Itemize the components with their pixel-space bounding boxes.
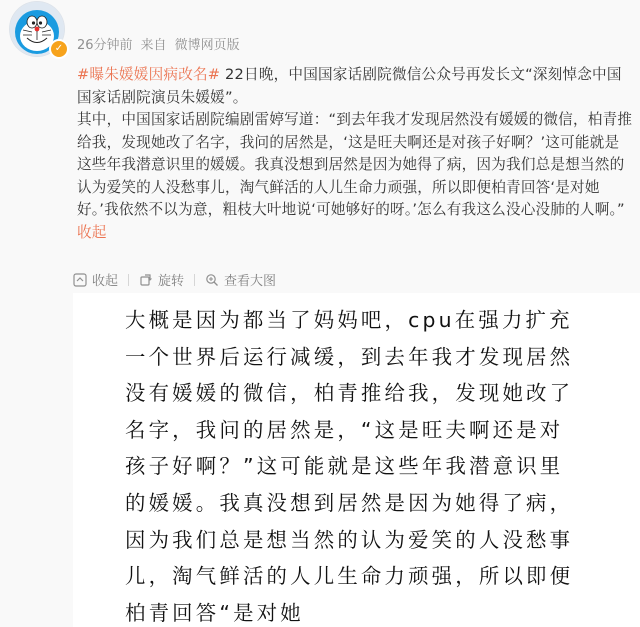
arrow-up-icon <box>73 273 87 287</box>
verified-badge-icon: ✓ <box>49 39 69 59</box>
magnify-icon <box>205 273 219 287</box>
post-source[interactable]: 微博网页版 <box>174 38 240 53</box>
collapse-image-label: 收起 <box>92 274 119 289</box>
view-large-image-button[interactable] <box>205 270 276 289</box>
post-paragraph-2: 其中，中国国家话剧院编剧雷婷写道：“到去年我才发现居然没有媛媛的微信，柏青推给我，发现她改了名字，我问的居然是，‘这是旺夫啊还是对孩子好啊？’这可能就是这些年我潜意识里的媛媛。我真没想到居然是因为她得了病，因为我们总是想当然的认为爱笑的人没愁事儿，淘气鲜活的人儿生命力顽强，所以即便柏青回答‘是对她好。’我依然不以为意，粗枝大叶地说‘可她够好的呀。’怎么有我这么没心没肺的人啊。” <box>77 111 633 218</box>
hashtag-link[interactable]: #曝朱媛媛因病改名# <box>77 66 221 83</box>
image-action-bar <box>73 270 286 289</box>
post-time[interactable]: 26分钟前 <box>77 38 133 53</box>
action-divider <box>194 274 195 286</box>
post-image[interactable] <box>73 293 640 627</box>
rotate-image-button[interactable] <box>139 270 184 289</box>
collapse-text-link[interactable]: 收起 <box>77 223 107 241</box>
post-body <box>77 64 633 244</box>
post-meta <box>77 34 248 53</box>
rotate-image-label: 旋转 <box>158 274 185 289</box>
collapse-image-button[interactable] <box>73 270 118 289</box>
view-large-image-label: 查看大图 <box>224 274 277 289</box>
action-divider <box>128 274 129 286</box>
image-text-content: 大概是因为都当了妈妈吧，cpu在强力扩充一个世界后运行减缓，到去年我才发现居然没有媛媛的微信，柏青推给我，发现她改了名字，我问的居然是，“这是旺夫啊还是对孩子好啊？”这可能就是这些年我潜意识里的媛媛。我真没想到居然是因为她得了病，因为我们总是想当然的认为爱笑的人没愁事儿，淘气鲜活的人儿生命力顽强，所以即便柏青回答“是对她 <box>125 308 574 625</box>
rotate-icon <box>139 273 153 287</box>
post-from-label: 来自 <box>140 38 167 53</box>
post-paragraph-1: 22日晚，中国国家话剧院微信公众号再发长文“深刻悼念中国国家话剧院演员朱媛媛”。 <box>77 66 622 106</box>
